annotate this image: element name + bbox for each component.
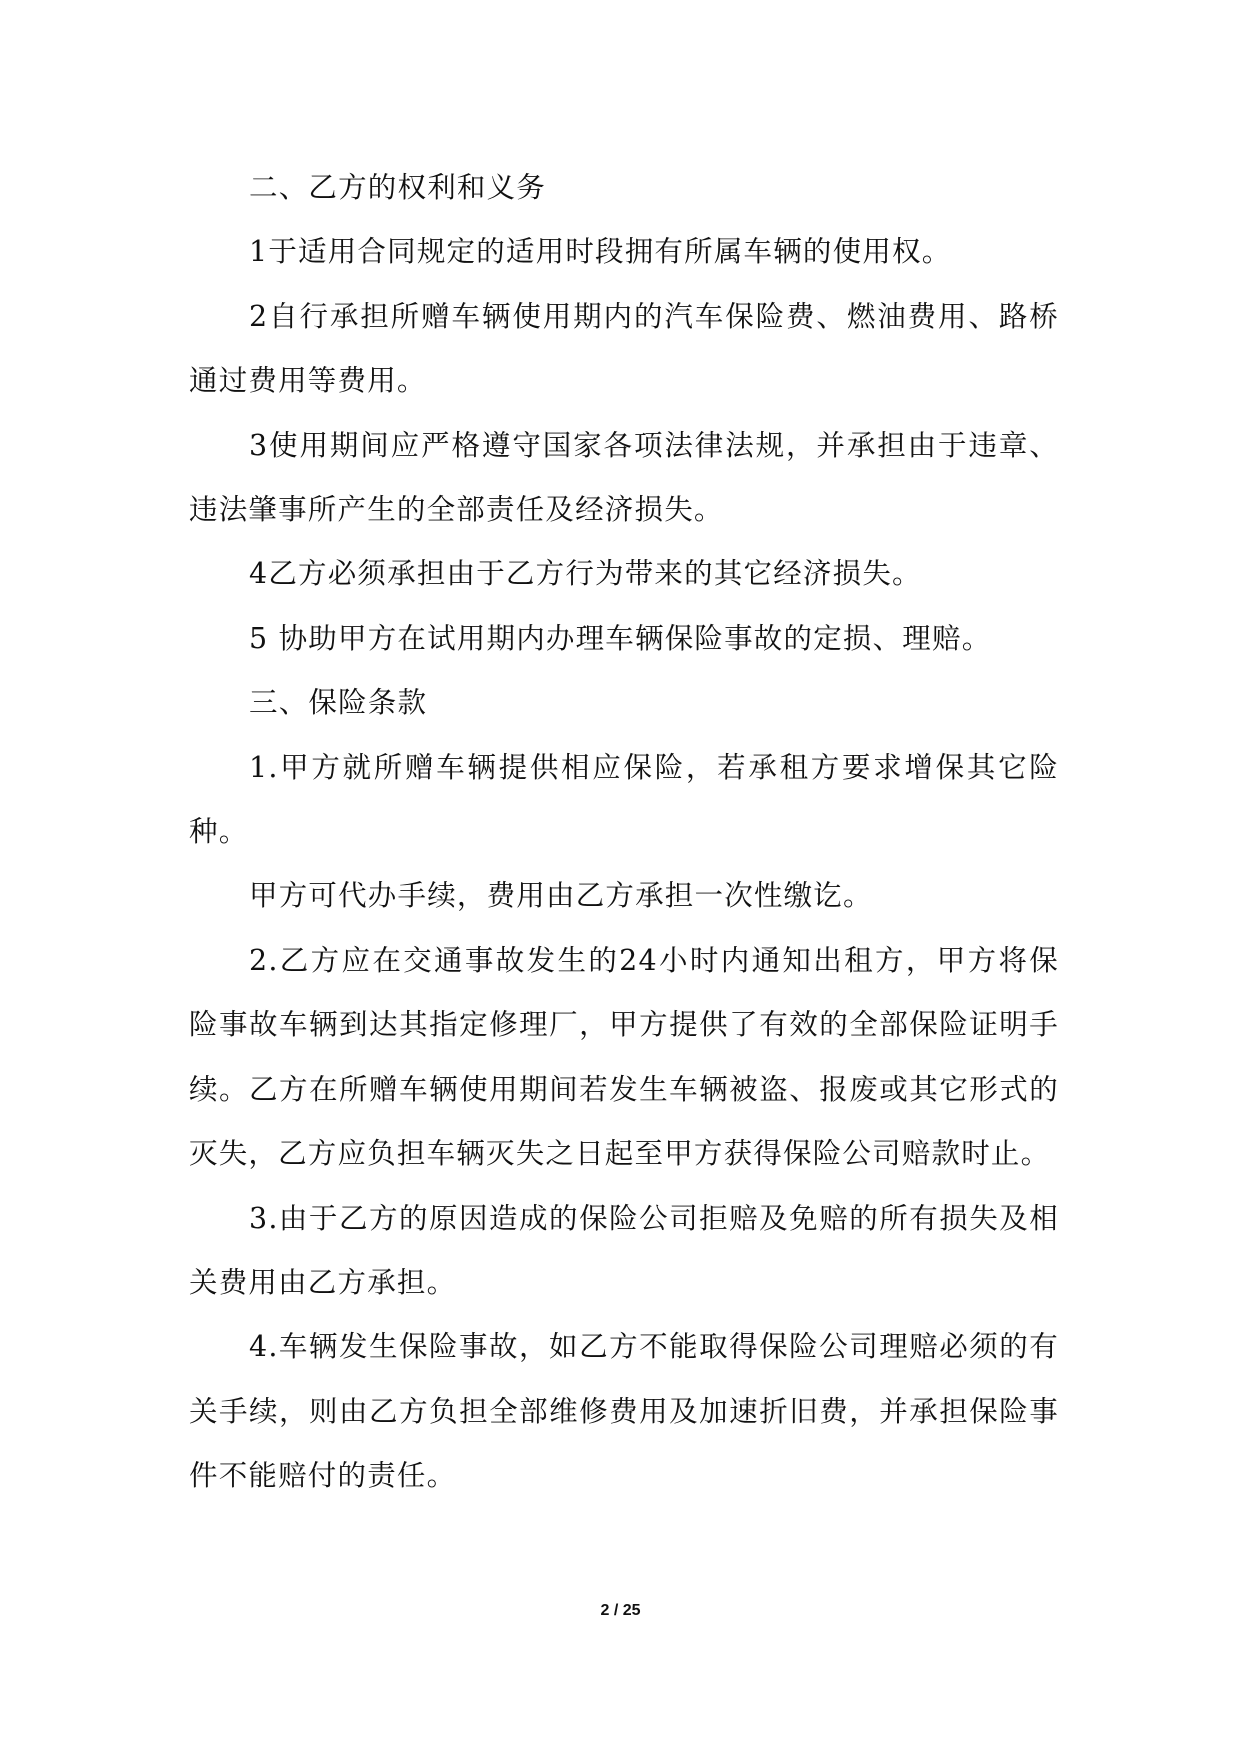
paragraph: 2.乙方应在交通事故发生的24小时内通知出租方，甲方将保险事故车辆到达其指定修理厂，甲方提供了有效的全部保险证明手续。乙方在所赠车辆使用期间若发生车辆被盗、报废或其它形式的灭失，乙方应负担车辆灭失之日起至甲方获得保险公司赔款时止。 — [189, 943, 1059, 1171]
paragraph: 4.车辆发生保险事故，如乙方不能取得保险公司理赔必须的有关手续，则由乙方负担全部维修费用及加速折旧费，并承担保险事件不能赔付的责任。 — [189, 1330, 1059, 1493]
paragraph: 3.由于乙方的原因造成的保险公司拒赔及免赔的所有损失及相关费用由乙方承担。 — [189, 1201, 1059, 1299]
section-heading: 三、保险条款 — [249, 686, 428, 720]
page-number: 2 / 25 — [600, 1602, 641, 1619]
paragraph: 3使用期间应严格遵守国家各项法律法规，并承担由于违章、违法肇事所产生的全部责任及经济损失。 — [189, 428, 1059, 527]
paragraph: 4乙方必须承担由于乙方行为带来的其它经济损失。 — [249, 557, 922, 591]
paragraph: 甲方可代办手续，费用由乙方承担一次性缴讫。 — [249, 879, 873, 913]
document-body — [189, 156, 1059, 1509]
paragraph: 1.甲方就所赠车辆提供相应保险，若承租方要求增保其它险种。 — [189, 750, 1059, 849]
paragraph: 2自行承担所赠车辆使用期内的汽车保险费、燃油费用、路桥通过费用等费用。 — [189, 299, 1059, 398]
paragraph: 1于适用合同规定的适用时段拥有所属车辆的使用权。 — [249, 235, 952, 269]
section-heading: 二、乙方的权利和义务 — [249, 171, 547, 204]
paragraph: 5 协助甲方在试用期内办理车辆保险事故的定损、理赔。 — [249, 621, 992, 655]
